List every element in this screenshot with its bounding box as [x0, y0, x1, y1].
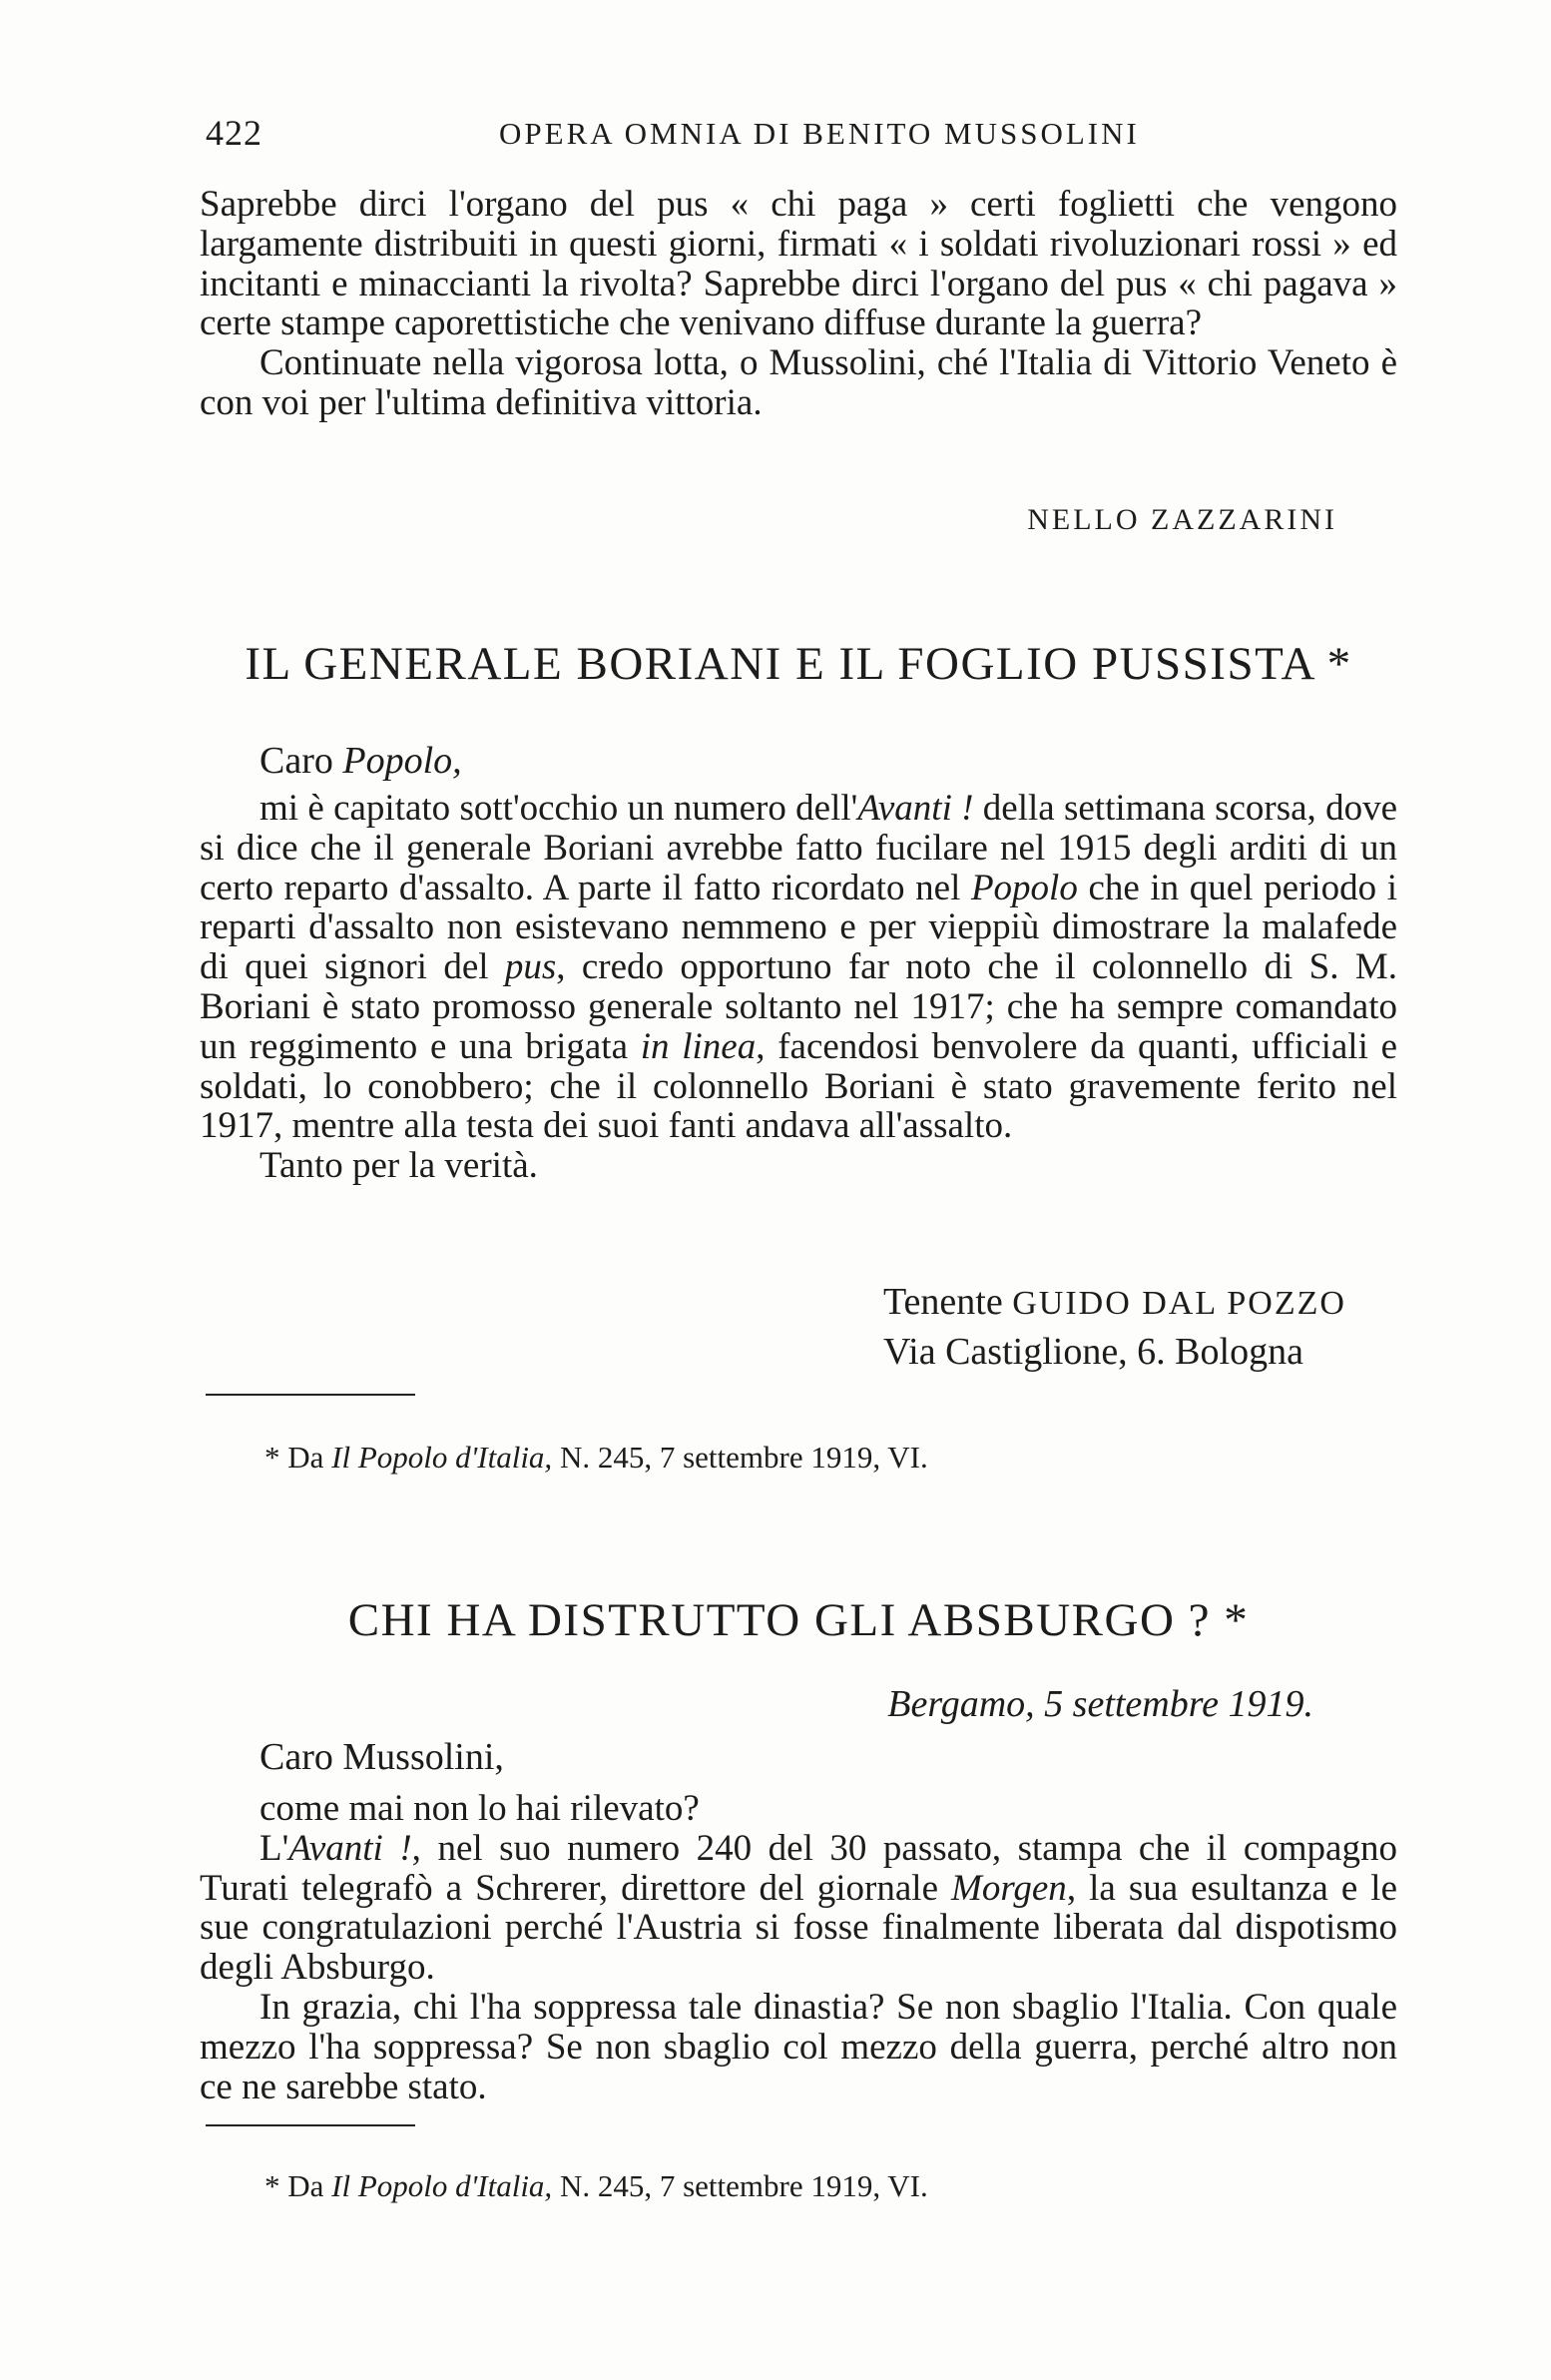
- letter-zazzarini: [200, 185, 1397, 423]
- signature-rank: Tenente: [883, 1281, 1003, 1323]
- footnote-1: [264, 1440, 928, 1476]
- footnote-rule-2: [206, 2124, 415, 2126]
- signature-guido-dal-pozzo: [883, 1280, 1346, 1324]
- body-text-a: mi è capitato sott'occhio un numero dell': [259, 788, 858, 829]
- body-text-c: che in quel periodo i reparti d'assalto non esistevano nemmeno e per vieppiù dimostrare la malafede di quei signori del: [200, 867, 1397, 988]
- avanti-ref: Avanti !: [857, 788, 974, 829]
- footnote-2-source: Il Popolo d'Italia,: [331, 2168, 553, 2203]
- letter-paragraph-1: Saprebbe dirci l'organo del pus « chi paga » certi foglietti che vengono largamente distribuiti in questi giorni, firmati « i soldati rivoluzionari rossi » ed incitanti e minaccianti la rivolta? Saprebbe dirci l'organo del pus « chi pagava » certe stampe caporettistiche che venivano diffuse durante la guerra?: [200, 184, 1397, 344]
- article-two-paragraph-2: [200, 1829, 1397, 1988]
- footnote-2-prefix: * Da: [264, 2168, 332, 2203]
- footnote-2-suffix: N. 245, 7 settembre 1919, VI.: [552, 2168, 928, 2203]
- letter-paragraph-2: Continuate nella vigorosa lotta, o Mussolini, ché l'Italia di Vittorio Veneto è con voi per l'ultima definitiva vittoria.: [200, 342, 1397, 423]
- p2-avanti: Avanti !: [288, 1827, 412, 1869]
- running-title: OPERA OMNIA DI BENITO MUSSOLINI: [499, 116, 1140, 151]
- salutation-prefix: Caro: [259, 740, 343, 782]
- footnote-2: [264, 2168, 928, 2204]
- book-page: [200, 0, 1397, 2380]
- body-text-b: della settimana scorsa, dove si dice che il generale Boriani avrebbe fatto fucilare nel 1915 degli arditi di un certo reparto d'assalto. A parte il fatto ricordato nel: [200, 788, 1398, 908]
- running-head: [200, 112, 1397, 172]
- popolo-ref: Popolo: [970, 867, 1078, 908]
- signature-name: GUIDO DAL POZZO: [1012, 1285, 1346, 1322]
- opening-line: come mai non lo hai rilevato?: [259, 1788, 700, 1829]
- in-linea-ref: in linea: [640, 1025, 757, 1067]
- dateline: Bergamo, 5 settembre 1919.: [887, 1683, 1313, 1725]
- p2-morgen: Morgen: [951, 1867, 1067, 1909]
- article-title-absburgo: CHI HA DISTRUTTO GLI ABSBURGO ? *: [347, 1594, 1250, 1646]
- page-number: 422: [206, 113, 262, 153]
- footnote-1-source: Il Popolo d'Italia,: [331, 1440, 553, 1475]
- article-two-paragraph-3: In grazia, chi l'ha soppressa tale dinastia? Se non sbaglio l'Italia. Con quale mezzo l'ha soppressa? Se non sbaglio col mezzo della guerra, perché altro non ce ne sarebbe stato.: [200, 1986, 1397, 2107]
- p2-prefix: L': [259, 1827, 289, 1869]
- signature-address: Via Castiglione, 6. Bologna: [883, 1331, 1303, 1373]
- salutation-mussolini: [200, 1735, 1397, 1779]
- body-text-d: , credo opportuno far noto che il colonnello di S. M. Boriani è stato promosso generale soltanto nel 1917; che ha sempre comandato un reggimento e una brigata: [200, 946, 1397, 1067]
- salutation-popolo: [200, 739, 1397, 783]
- pus-ref: pus: [504, 946, 557, 988]
- article-body-absburgo: [200, 1789, 1397, 2106]
- salutation-text: Caro Mussolini,: [259, 1736, 504, 1778]
- article-title-boriani: IL GENERALE BORIANI E IL FOGLIO PUSSISTA *: [245, 638, 1352, 690]
- signature-zazzarini: NELLO ZAZZARINI: [1027, 503, 1337, 536]
- body-text-e: , facendosi benvolere da quanti, ufficiali e soldati, lo conobbero; che il colonnello Boriani è stato gravemente ferito nel 1917, mentre alla testa dei suoi fanti andava all'assalto.: [200, 1025, 1398, 1147]
- p2-text-a: , nel suo numero 240 del 30 passato, stampa che il compagno Turati telegrafò a Schrerer, direttore del giornale: [200, 1827, 1397, 1909]
- footnote-1-prefix: * Da: [264, 1440, 332, 1475]
- article-body-boriani: [200, 789, 1397, 1186]
- footnote-rule-1: [206, 1394, 415, 1396]
- p2-text-b: , la sua esultanza e le sue congratulazioni perché l'Austria si fosse finalmente liberata dal dispotismo degli Absburgo.: [200, 1867, 1398, 1989]
- closing-line: Tanto per la verità.: [259, 1145, 538, 1187]
- footnote-1-suffix: N. 245, 7 settembre 1919, VI.: [552, 1440, 928, 1475]
- article-paragraph-body: [200, 789, 1397, 1146]
- salutation-name: Popolo,: [342, 740, 462, 782]
